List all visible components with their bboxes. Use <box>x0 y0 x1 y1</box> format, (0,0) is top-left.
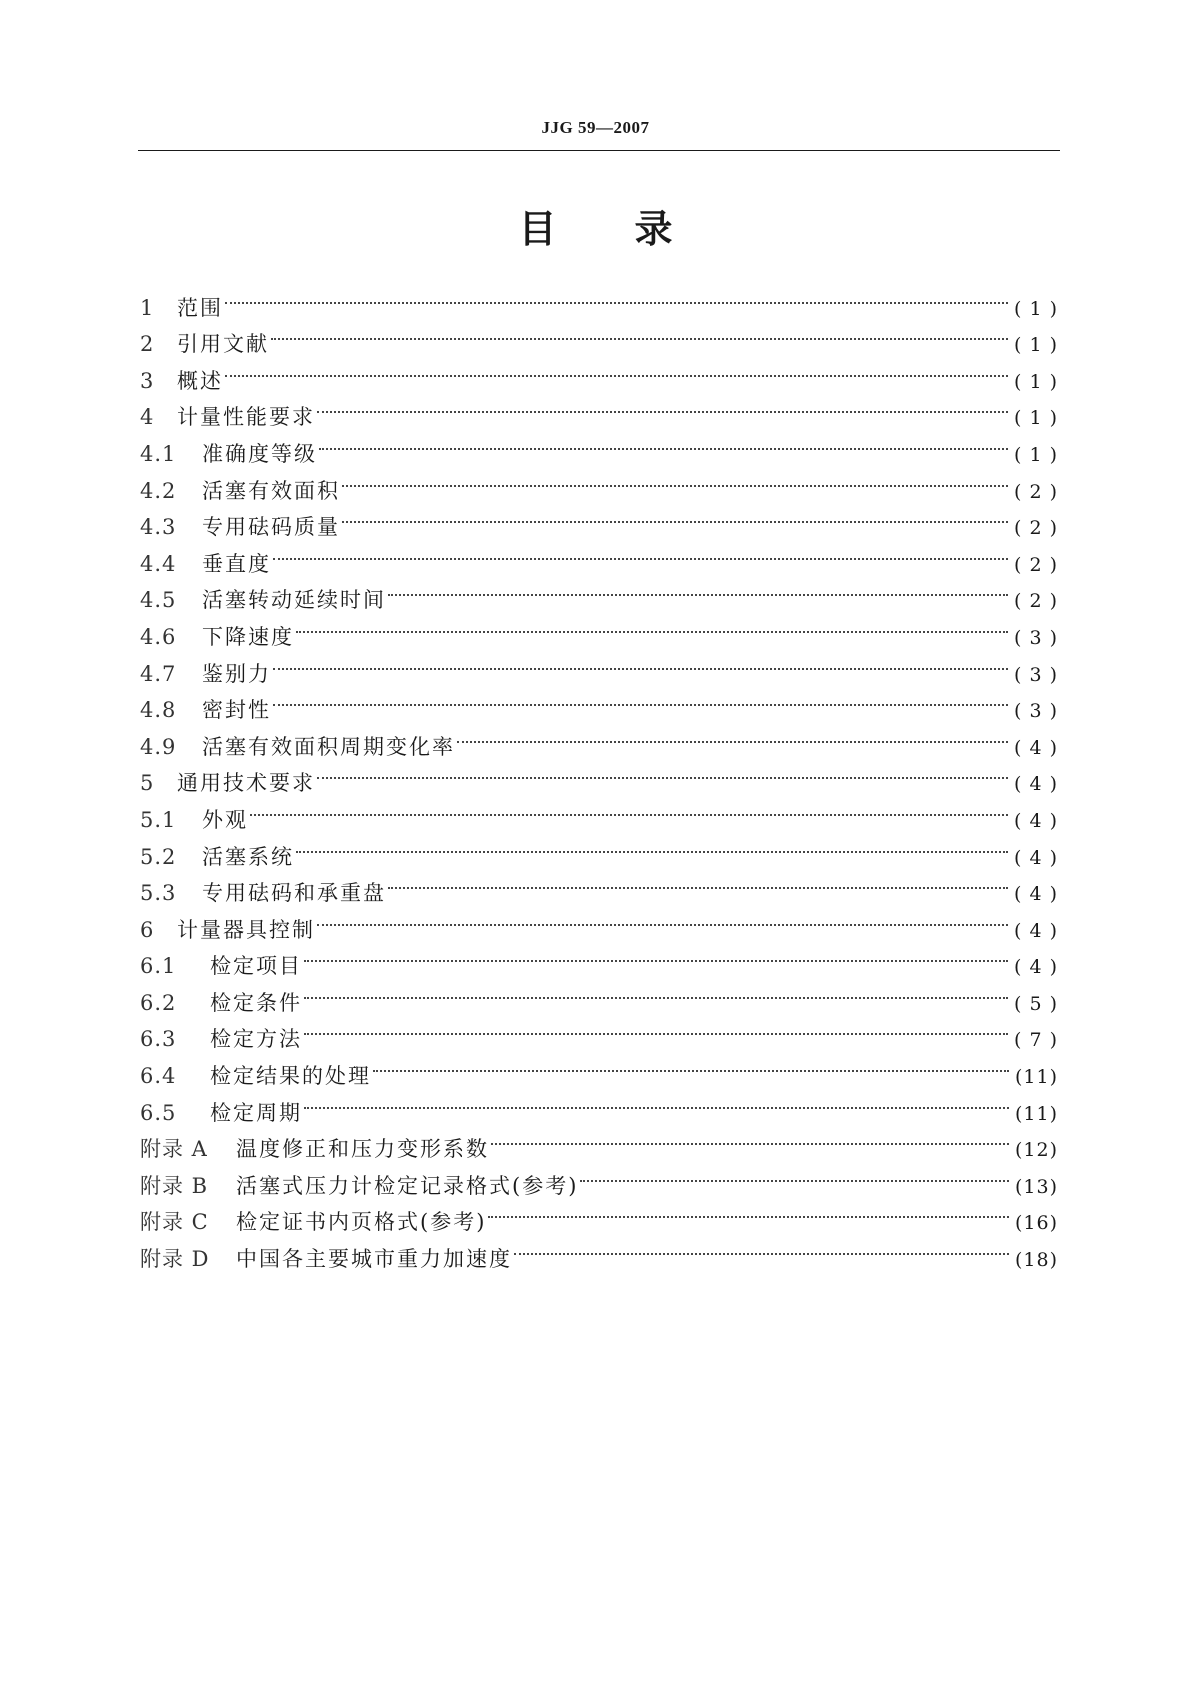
toc-dot-leader <box>491 1120 1009 1157</box>
toc-entry-label: 活塞转动延续时间 <box>202 588 386 613</box>
toc-entry-label: 准确度等级 <box>202 441 317 466</box>
toc-entry-page: (16) <box>1014 1212 1058 1235</box>
toc-entry-number: 6 <box>140 917 155 942</box>
toc-entry-label: 温度修正和压力变形系数 <box>236 1137 489 1162</box>
toc-dot-leader <box>342 498 1008 535</box>
toc-entry-page: (12) <box>1014 1139 1058 1162</box>
toc-entry-number: 附录 C <box>140 1210 209 1235</box>
toc-entry-number: 5.2 <box>140 844 177 869</box>
toc-entry-number: 4.9 <box>140 734 177 759</box>
toc-entry-number: 4.6 <box>140 624 177 649</box>
toc-dot-leader <box>388 864 1008 901</box>
toc-entry-label: 概述 <box>177 368 223 393</box>
toc-entry-number: 6.5 <box>140 1100 177 1125</box>
toc-entry-number: 5.1 <box>140 807 177 832</box>
toc-dot-leader <box>273 644 1008 681</box>
toc-title <box>0 198 1191 253</box>
toc-entry-label: 活塞有效面积周期变化率 <box>202 734 455 759</box>
toc-entry-number: 1 <box>140 295 155 320</box>
toc-dot-leader <box>296 607 1008 644</box>
toc-entry[interactable] <box>140 315 1058 357</box>
toc-entry-label: 活塞式压力计检定记录格式(参考) <box>236 1173 579 1198</box>
toc-entry[interactable] <box>140 717 1058 759</box>
toc-entry-label: 范围 <box>177 295 223 320</box>
toc-entry[interactable] <box>140 644 1058 686</box>
toc-dot-leader <box>273 681 1008 718</box>
toc-dot-leader <box>304 973 1008 1010</box>
toc-dot-leader <box>296 827 1008 864</box>
toc-entry-label: 检定项目 <box>210 954 302 979</box>
toc-entry-page: (11) <box>1014 1102 1058 1125</box>
toc-entry-number: 5.3 <box>140 881 177 906</box>
toc-entry-number: 4.8 <box>140 698 177 723</box>
toc-entry-page: (11) <box>1014 1066 1058 1089</box>
toc-dot-leader <box>304 937 1008 974</box>
toc-entry-label: 鉴别力 <box>202 661 271 686</box>
toc-entry-label: 计量性能要求 <box>177 405 315 430</box>
toc-dot-leader <box>273 534 1008 571</box>
toc-entry-page: ( 1 ) <box>1014 443 1058 466</box>
toc-entry-number: 2 <box>140 332 155 357</box>
toc-entry-label: 检定条件 <box>210 990 302 1015</box>
toc-entry-page: (18) <box>1014 1249 1058 1272</box>
toc-entry-number: 4.4 <box>140 551 177 576</box>
toc-entry[interactable] <box>140 534 1058 576</box>
toc-entry-label: 检定结果的处理 <box>210 1064 371 1089</box>
toc-dot-leader <box>271 315 1008 352</box>
toc-entry-page: ( 2 ) <box>1014 480 1058 503</box>
toc-entry-label: 活塞有效面积 <box>202 478 340 503</box>
table-of-contents <box>140 278 1058 1272</box>
toc-entry-label: 检定周期 <box>210 1100 302 1125</box>
toc-entry-label: 计量器具控制 <box>177 917 315 942</box>
toc-entry-number: 3 <box>140 368 155 393</box>
toc-entry-page: ( 3 ) <box>1014 700 1058 723</box>
toc-dot-leader <box>514 1229 1009 1266</box>
toc-entry[interactable] <box>140 278 1058 320</box>
toc-entry-number: 6.3 <box>140 1027 177 1052</box>
toc-entry-page: ( 7 ) <box>1014 1029 1058 1052</box>
toc-entry-page: ( 4 ) <box>1014 956 1058 979</box>
toc-entry-label: 密封性 <box>202 698 271 723</box>
toc-entry-label: 通用技术要求 <box>177 771 315 796</box>
toc-dot-leader <box>304 1083 1009 1120</box>
toc-entry-number: 5 <box>140 771 155 796</box>
toc-dot-leader <box>304 1010 1008 1047</box>
toc-entry-page: ( 4 ) <box>1014 736 1058 759</box>
toc-entry-number: 附录 A <box>140 1137 208 1162</box>
toc-entry-page: ( 2 ) <box>1014 517 1058 540</box>
toc-entry-page: (13) <box>1014 1175 1058 1198</box>
toc-entry-label: 中国各主要城市重力加速度 <box>236 1247 512 1272</box>
toc-entry[interactable] <box>140 827 1058 869</box>
toc-entry-number: 4.3 <box>140 515 177 540</box>
toc-entry-page: ( 4 ) <box>1014 846 1058 869</box>
toc-entry-page: ( 5 ) <box>1014 992 1058 1015</box>
toc-entry[interactable] <box>140 681 1058 723</box>
toc-dot-leader <box>457 717 1008 754</box>
toc-entry-page: ( 4 ) <box>1014 809 1058 832</box>
toc-entry-number: 4.7 <box>140 661 177 686</box>
toc-entry-number: 6.4 <box>140 1064 177 1089</box>
toc-entry-number: 6.1 <box>140 954 177 979</box>
toc-entry-number: 4.2 <box>140 478 177 503</box>
toc-entry-number: 附录 D <box>140 1247 210 1272</box>
toc-entry-page: ( 4 ) <box>1014 919 1058 942</box>
toc-dot-leader <box>225 278 1008 315</box>
toc-entry-page: ( 1 ) <box>1014 334 1058 357</box>
toc-entry-label: 专用砝码质量 <box>202 515 340 540</box>
toc-title-char-2: 录 <box>634 207 673 251</box>
document-code: JJG 59—2007 <box>541 118 650 137</box>
toc-entry-label: 下降速度 <box>202 624 294 649</box>
toc-dot-leader <box>488 1193 1009 1230</box>
header-divider <box>138 150 1060 151</box>
toc-dot-leader <box>388 571 1008 608</box>
toc-entry-page: ( 3 ) <box>1014 626 1058 649</box>
toc-entry-page: ( 1 ) <box>1014 407 1058 430</box>
toc-dot-leader <box>580 1156 1009 1193</box>
toc-entry-number: 4.1 <box>140 441 177 466</box>
toc-dot-leader <box>319 424 1008 461</box>
toc-entry-page: ( 2 ) <box>1014 553 1058 576</box>
toc-entry-number: 4.5 <box>140 588 177 613</box>
toc-entry-page: ( 1 ) <box>1014 370 1058 393</box>
toc-title-char-1: 目 <box>518 207 557 251</box>
toc-entry-label: 引用文献 <box>177 332 269 357</box>
toc-entry-number: 附录 B <box>140 1173 209 1198</box>
toc-entry[interactable] <box>140 571 1058 613</box>
toc-dot-leader <box>342 461 1008 498</box>
toc-entry-page: ( 1 ) <box>1014 297 1058 320</box>
toc-entry-page: ( 2 ) <box>1014 590 1058 613</box>
toc-dot-leader <box>373 1046 1009 1083</box>
toc-entry-label: 专用砝码和承重盘 <box>202 881 386 906</box>
toc-entry[interactable] <box>140 388 1058 430</box>
toc-entry-label: 检定方法 <box>210 1027 302 1052</box>
toc-entry-number: 6.2 <box>140 990 177 1015</box>
toc-dot-leader <box>225 351 1008 388</box>
toc-entry-page: ( 3 ) <box>1014 663 1058 686</box>
toc-dot-leader <box>317 388 1008 425</box>
toc-entry-page: ( 4 ) <box>1014 883 1058 906</box>
toc-entry-label: 外观 <box>202 807 248 832</box>
toc-entry-number: 4 <box>140 405 155 430</box>
toc-dot-leader <box>317 900 1008 937</box>
toc-entry-label: 活塞系统 <box>202 844 294 869</box>
toc-entry-page: ( 4 ) <box>1014 773 1058 796</box>
toc-dot-leader <box>317 754 1008 791</box>
toc-entry[interactable] <box>140 790 1058 832</box>
toc-entry-label: 垂直度 <box>202 551 271 576</box>
toc-entry[interactable] <box>140 351 1058 393</box>
toc-entry-label: 检定证书内页格式(参考) <box>236 1210 487 1235</box>
toc-dot-leader <box>250 790 1008 827</box>
